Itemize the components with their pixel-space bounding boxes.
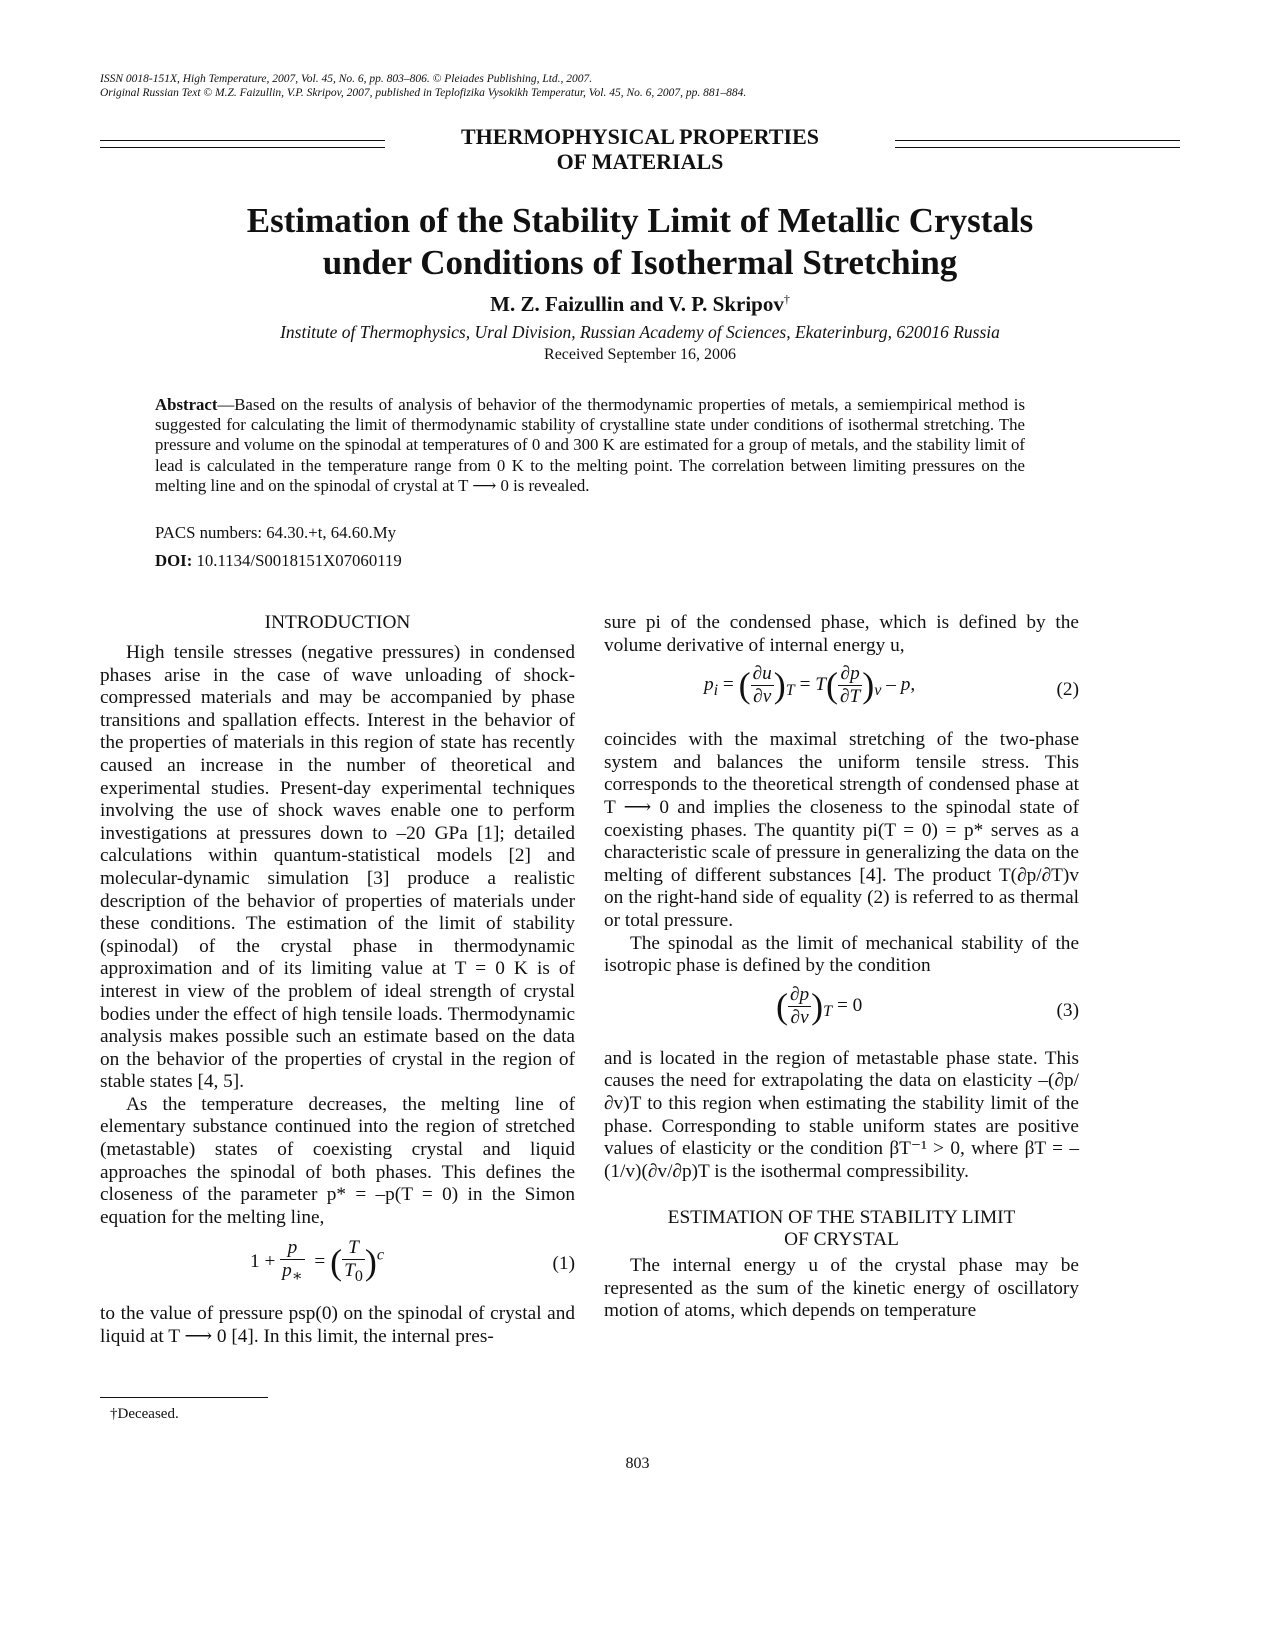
footnote-rule [100, 1397, 268, 1398]
paper-title-line1: Estimation of the Stability Limit of Metallic Crystals [246, 201, 1034, 240]
right-paragraph-3: The spinodal as the limit of mechanical stability of the isotropic phase is defined by the condition [604, 932, 1079, 977]
intro-paragraph-2: As the temperature decreases, the melting line of elementary substance continued into the region of stretched (metastable) states of coexisting crystal and liquid approaches the spinodal of both phases. This defines the closeness of the parameter p* = –p(T = 0) in the Simon equation for the melting line, [100, 1093, 575, 1228]
right-paragraph-2: coincides with the maximal stretching of the two-phase system and balances the uniform tensile stress. This corresponds to the theoretical strength of condensed phase at T ⟶ 0 and implies the closeness to the spinodal state of coexisting phases. The quantity pi(T = 0) = p* serves as a characteristic scale of pressure in generalizing the data on the melting of different substances [4]. The product T(∂p/∂T)v on the right-hand side of equality (2) is referred to as thermal or total pressure. [604, 729, 1079, 931]
equation-1 [100, 1233, 575, 1303]
abstract-label: Abstract [155, 395, 218, 414]
section-heading-line1: THERMOPHYSICAL PROPERTIES [460, 124, 819, 149]
left-column [100, 612, 575, 1349]
section-rule-left [100, 140, 385, 148]
section-2-heading-line1: ESTIMATION OF THE STABILITY LIMIT [667, 1207, 1016, 1229]
deceased-mark: † [783, 292, 790, 306]
doi-label: DOI: [155, 551, 193, 570]
equation-3 [604, 978, 1079, 1048]
introduction-heading: INTRODUCTION [264, 612, 411, 633]
equation-3-number: (3) [1056, 999, 1079, 1021]
equation-1-body: 1 + $\frac{p}{p_∗}$ = ( $\frac{T}{T_0}$ )$^c$ [250, 1237, 384, 1286]
equation-1-number: (1) [552, 1253, 575, 1275]
paper-title [100, 200, 1180, 284]
right-column [604, 612, 1079, 1323]
intro-paragraph-3: to the value of pressure psp(0) on the spinodal of crystal and liquid at T ⟶ 0 [4]. In this limit, the internal pres- [100, 1303, 575, 1348]
doi [155, 551, 402, 571]
journal-header-line2: Original Russian Text © M.Z. Faizullin, V.P. Skripov, 2007, published in Teplofizika Vysokikh Temperatur, Vol. 45, No. 6, 2007, pp. 881–884. [100, 87, 747, 99]
equation-2 [604, 657, 1079, 729]
equation-2-body: $p_i$ = ( $\frac{\partial u}{\partial v}$ )$_T = T$( $\frac{\partial p}{\partial T}$ )$_v$ – p, [704, 663, 916, 708]
received-date: Received September 16, 2006 [544, 346, 736, 363]
authors [100, 292, 1180, 317]
section-rule-right [895, 140, 1180, 148]
pacs-numbers: PACS numbers: 64.30.+t, 64.60.My [155, 523, 397, 542]
intro-paragraph-1: High tensile stresses (negative pressures) in condensed phases arise in the case of wave unloading of shock-compressed materials and may be accompanied by phase transitions and spallation effects. Interest in the behavior of the properties of materials in this region of state has recently caused an increase in the number of theoretical and experimental studies. Present-day experimental techniques involving the use of shock waves enable one to perform investigations at pressures down to –20 GPa [1]; detailed calculations within quantum-statistical models [2] and molecular-dynamic simulation [3] produce a realistic description of the behavior of properties of materials under these conditions. The estimation of the limit of stability (spinodal) of the crystal phase in thermodynamic approximation and of its limiting value at T = 0 K is of interest in view of the problem of ideal strength of crystal bodies under the effect of high tensile loads. Thermodynamic analysis makes possible such an estimate based on the data on the behavior of the properties of crystal in the region of stable states [4, 5]. [100, 642, 575, 1093]
doi-value: 10.1134/S0018151X07060119 [196, 551, 402, 570]
footnote: †Deceased. [110, 1406, 179, 1422]
right-paragraph-4: and is located in the region of metastable phase state. This causes the need for extrapolating the data on elasticity –(∂p/∂v)T to this region when estimating the stability limit of the phase. Corresponding to stable uniform states are positive values of elasticity or the condition βT⁻¹ > 0, where βT = –(1/v)(∂v/∂p)T is the isothermal compressibility. [604, 1047, 1079, 1182]
journal-header-line1: ISSN 0018-151X, High Temperature, 2007, Vol. 45, No. 6, pp. 803–806. © Pleiades Publishing, Ltd., 2007. [100, 73, 593, 85]
page-number: 803 [625, 1455, 650, 1472]
equation-3-body: ( $\frac{\partial p}{\partial v}$ )$_T = 0$ [776, 983, 863, 1028]
paper-title-line2: under Conditions of Isothermal Stretching [322, 243, 958, 282]
journal-header [100, 72, 746, 100]
abstract [155, 395, 1025, 496]
affiliation: Institute of Thermophysics, Ural Division, Russian Academy of Sciences, Ekaterinburg, 620016 Russia [280, 322, 1000, 342]
author-names: M. Z. Faizullin and V. P. Skripov [490, 292, 784, 316]
equation-2-number: (2) [1056, 679, 1079, 701]
section-2-heading-line2: OF CRYSTAL [784, 1229, 899, 1251]
section-heading-line2: OF MATERIALS [556, 149, 724, 174]
abstract-text: —Based on the results of analysis of behavior of the thermodynamic properties of metals, a semiempirical method is suggested for calculating the limit of thermodynamic stability of crystalline state under conditions of isothermal stretching. The pressure and volume on the spinodal at temperatures of 0 and 300 K are estimated for a group of metals, and the stability limit of lead is calculated in the temperature range from 0 K to the melting point. The correlation between limiting pressures on the melting line and on the spinodal of crystal at T ⟶ 0 is revealed. [155, 395, 1025, 495]
right-paragraph-1: sure pi of the condensed phase, which is defined by the volume derivative of internal energy u, [604, 612, 1079, 656]
section-2-heading [604, 1207, 1079, 1251]
right-paragraph-5: The internal energy u of the crystal phase may be represented as the sum of the kinetic energy of oscillatory motion of atoms, which depends on temperature [604, 1255, 1079, 1322]
section-heading [100, 124, 1180, 176]
